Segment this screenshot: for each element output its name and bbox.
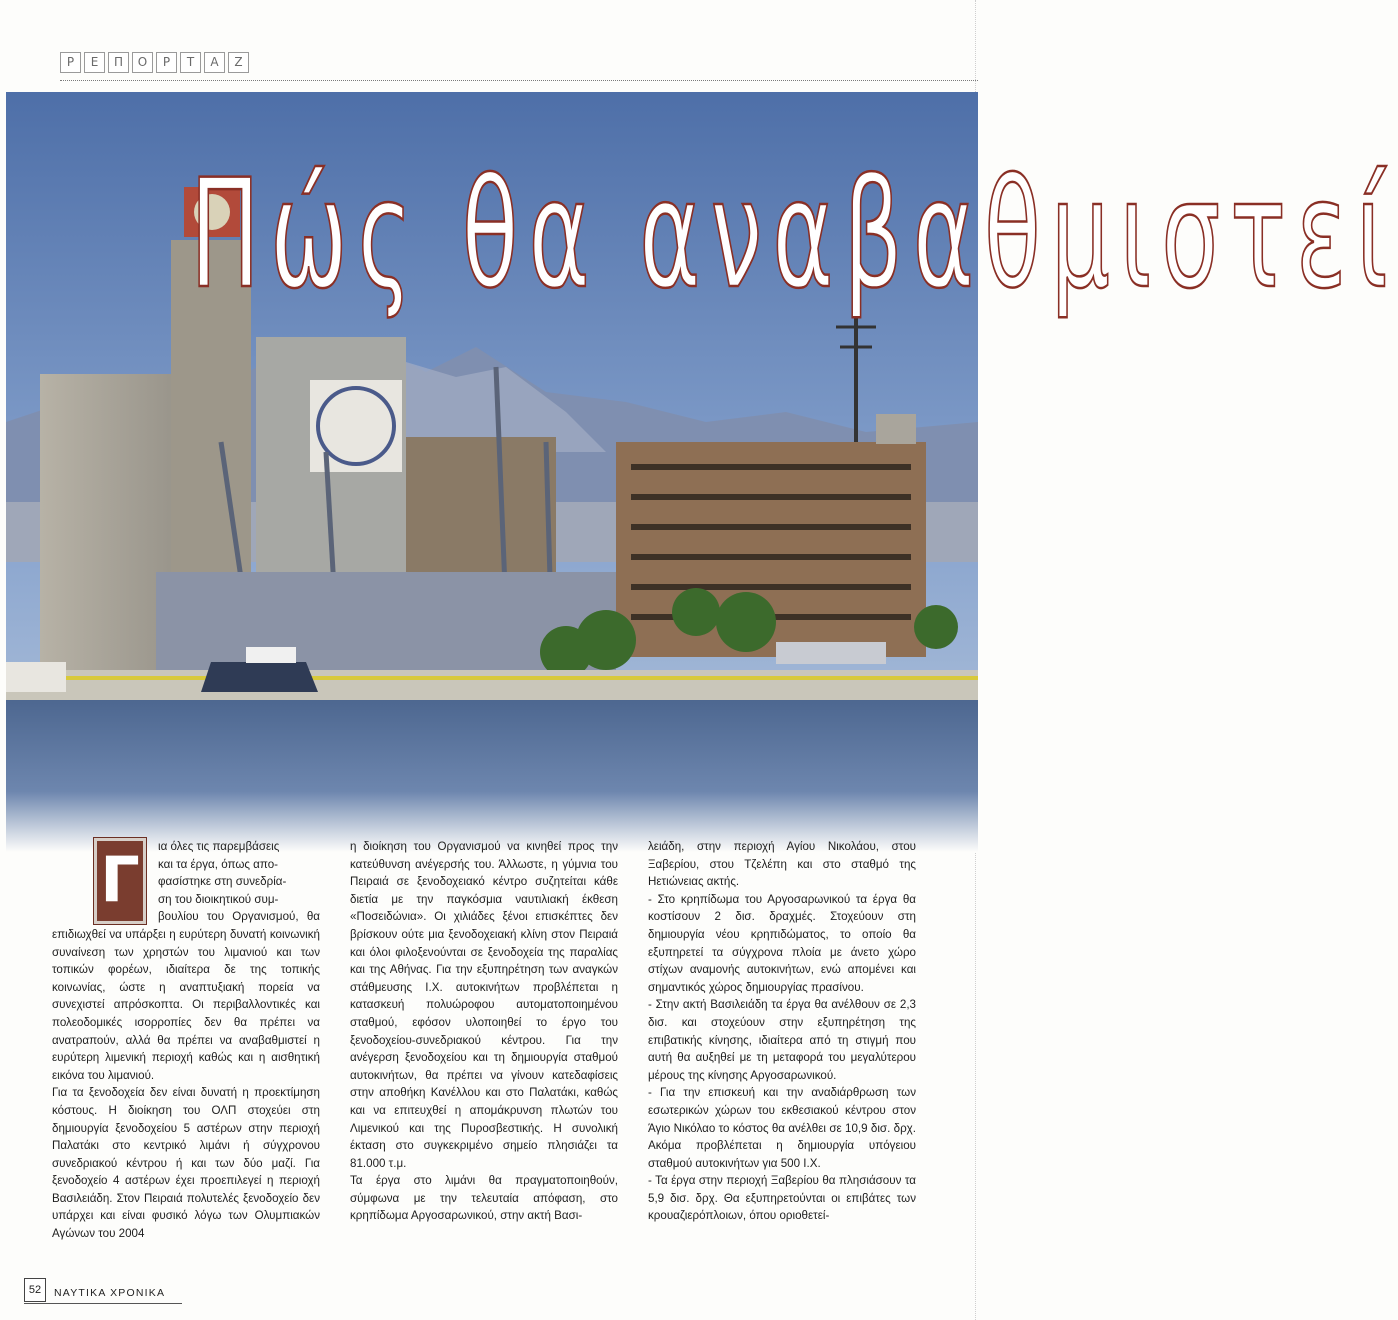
section-tag-reportaz [60,52,249,73]
page-number: 52 [24,1278,46,1302]
tugboat [201,662,318,692]
section-tag-letter: Ε [84,52,105,73]
section-tag-letter: Π [108,52,129,73]
tanker-trucks [776,642,886,664]
paragraph: - Για την επισκευή και την αναδιάρθρωση των εσωτερικών χώρων του εκθεσιακού κέντρου στον Άγιο Νικόλαο το κόστος θα ανέλθει σε 10,9 δισ. δρχ. Ακόμα προβλέπεται η δημιουργία υπόγειου σταθμού αυτοκινήτων για 500 Ι.Χ. [648,1086,916,1170]
paragraph: - Τα έργα στην περιοχή Ξαβερίου θα πλησιάσουν τα 5,9 δισ. δρχ. Θα εξυπηρετούνται οι επιβάτες των κρουαζιερόπλοιων, όπου οριοθετεί- [648,1174,916,1223]
dotted-header-rule [60,80,978,81]
footer-rule [24,1303,182,1304]
section-tag-letter: Ρ [60,52,81,73]
rooftop-structure [876,414,916,444]
quay [6,670,978,700]
article-body [52,838,932,1243]
magazine-name: ΝΑΥΤΙΚΑ ΧΡΟΝΙΚΑ [54,1287,166,1299]
column-2 [350,838,618,1243]
lead-line: ια όλες τις παρεμβάσεις [158,840,280,853]
logo-panel [310,380,402,472]
ship-left [6,662,66,692]
lead-line: ση του διοικητικού συμ- [158,892,279,906]
lead-line: φασίστηκε στη συνεδρία- [158,875,287,889]
paragraph: βουλίου του Οργανισμού, θα επιδιωχθεί να υπάρξει η ευρύτερη δυνατή κοινωνική συναίνεση των χρηστών του λιμανιού και των τοπικών φορέων, ιδιαίτερα δε της τοπικής κοινωνίας, ώστε η αναπτυξιακή πορεία να συνεχιστεί απρόσκοπτα. Οι περιβαλλοντικές και πολεοδομικές ισορροπίες δεν θα πρέπει να ανατραπούν, αλλά θα πρέπει να αναβαθμιστεί η ευρύτερη λιμενική περιοχή καθώς και η αισθητική εικόνα του λιμανιού. [52,910,320,1082]
section-tag-letter: Ζ [228,52,249,73]
paragraph: - Στο κρηπίδωμα του Αργοσαρωνικού τα έργα θα κοστίσουν 2 δισ. δραχμές. Στοχεύουν στη δημιουργία νέου κρηπιδώματος, το οποίο θα εξυπηρετεί τα σύγχρονα πλοία με άνετο χώρο στίχων αναμονής αυτοκινήτων, ενώ απομένει και σημαντικός χώρος δημιουργίας πρασίνου. [648,892,916,994]
paragraph: η διοίκηση του Οργανισμού να κινηθεί προς την κατεύθυνση ανέγερσής του. Άλλωστε, η γύμνια του Πειραιά σε ξενοδοχειακό κέντρο συζητείται κάθε διετία με την παγκόσμια ναυτιλιακή έκθεση «Ποσειδώνια». Οι χιλιάδες ξένοι επισκέπτες δεν βρίσκουν ούτε μια ξενοδοχειακή κλίνη στον Πειραιά και όλοι φιλοξενούνται σε ξενοδοχεία της παραλίας και της Αθήνας. Για την εξυπηρέτηση των αναγκών στάθμευσης Ι.Χ. αυτοκινήτων προβλέπεται η κατασκευή πολυώροφου αυτοματοποιημένου σταθμού, εφόσον υλοποιηθεί το έργο του ξενοδοχείου-συνεδριακού κέντρου. Για την ανέγερση ξενοδοχείου και τη δημιουργία σταθμού αυτοκινήτων, θα πρέπει να γίνουν κατεδαφίσεις στην αποθήκη Κανέλλου και στο Παλατάκι, καθώς και να επιτευχθεί η απομάκρυνση πλωτών του Λιμενικού και της Πυροσβεστικής. Η συνολική έκταση στο συγκεκριμένο σημείο πλησιάζει τα 81.000 τ.μ. [350,840,618,1170]
lead-block [52,838,320,916]
section-tag-letter: Α [204,52,225,73]
sea [6,700,978,852]
column-1 [52,838,320,1243]
brick-warehouse [406,437,556,587]
drop-cap: Γ [94,838,146,924]
paragraph: Τα έργα στο λιμάνι θα πραγματοποιηθούν, σύμφωνα με την τελευταία απόφαση, στο κρηπίδωμα Αργοσαρωνικού, στην ακτή Βασι- [350,1174,618,1223]
column-3 [648,838,916,1243]
lead-line: και τα έργα, όπως απο- [158,857,279,871]
paragraph: λειάδη, στην περιοχή Αγίου Νικολάου, στου Ξαβερίου, στου Τζελέπη και στο σταθμό της Ηετιώνειας ακτής. [648,840,916,889]
article-title: Πώς θα αναβαθμιστεί [190,148,1398,322]
paragraph: Για τα ξενοδοχεία δεν είναι δυνατή η προεκτίμηση κόστους. Η διοίκηση του ΟΛΠ στοχεύει στη δημιουργία ξενοδοχείου 5 αστέρων στην περιοχή Παλατάκι στο κεντρικό λιμάνι ή σύγχρονου συνεδριακού κέντρου ή και των δύο μαζί. Για ξενοδοχείο 4 αστέρων έχει προεπιλεγεί η περιοχή Βασιλειάδη. Στον Πειραιά πολυτελές ξενοδοχείο δεν υπάρχει και είναι φυσικό λόγω των Ολυμπιακών Αγώνων του 2004 [52,1086,320,1241]
section-tag-letter: Ο [132,52,153,73]
quay-edge [6,676,978,680]
section-tag-letter: Τ [180,52,201,73]
paragraph: - Στην ακτή Βασιλειάδη τα έργα θα ανέλθουν σε 2,3 δισ. και στοχεύουν στην εξυπηρέτηση της επιβατικής κίνησης, ιδιαίτερα από τη στιγμή που αυτή θα αυξηθεί με τη μεταφορά του μεγαλύτερου μέρους της κίνησης Αργοσαρωνικού. [648,998,916,1082]
section-tag-letter: Ρ [156,52,177,73]
